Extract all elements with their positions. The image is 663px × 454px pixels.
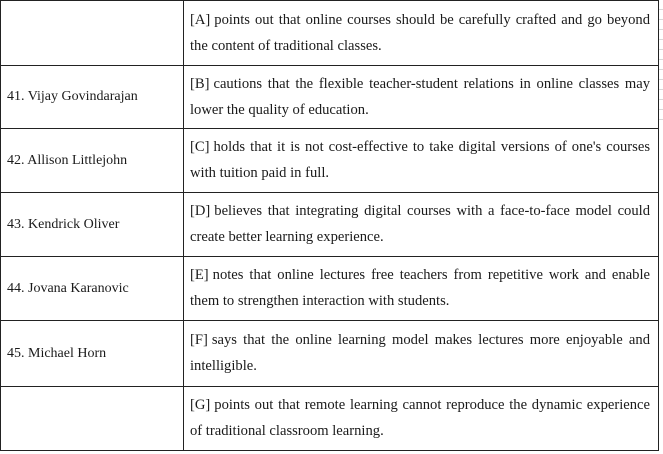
person-name-cell <box>1 66 184 129</box>
option-letter: [E] <box>190 267 209 283</box>
option-text: cautions that the flexible teacher-student relations in online classes may lower the quality of education. <box>190 75 650 118</box>
option-cell <box>184 257 659 321</box>
option-text: says that the online learning model makes lectures more enjoyable and intelligible. <box>190 332 650 374</box>
option-letter: [G] <box>190 397 211 413</box>
option-cell <box>184 66 659 129</box>
option-text: notes that online lectures free teachers from repetitive work and enable them to strengthen interaction with students. <box>190 267 650 309</box>
table-row <box>1 387 659 451</box>
person-name: 41. Vijay Govindarajan <box>7 89 138 104</box>
option-text: believes that integrating digital courses with a face-to-face model could create better learning experience. <box>190 203 650 245</box>
option-letter: [B] <box>190 75 210 92</box>
option-cell <box>184 321 659 387</box>
person-name-cell <box>1 257 184 321</box>
person-name-cell <box>1 387 184 451</box>
option-text: points out that online courses should be carefully crafted and go beyond the content of traditional classes. <box>190 11 650 54</box>
table-row <box>1 1 659 66</box>
person-name-cell <box>1 1 184 66</box>
option-cell <box>184 193 659 257</box>
person-name-cell <box>1 321 184 387</box>
table-row <box>1 66 659 129</box>
option-cell <box>184 387 659 451</box>
table-row <box>1 129 659 193</box>
person-name: 42. Allison Littlejohn <box>7 152 128 168</box>
table-row <box>1 193 659 257</box>
option-cell <box>184 1 659 66</box>
option-text: holds that it is not cost-effective to take digital versions of one's courses with tuition paid in full. <box>190 139 650 181</box>
person-name-cell <box>1 129 184 193</box>
option-text: points out that remote learning cannot reproduce the dynamic experience of traditional classroom learning. <box>190 397 650 439</box>
option-letter: [F] <box>190 332 208 348</box>
table-row <box>1 257 659 321</box>
person-name: 43. Kendrick Oliver <box>7 216 120 232</box>
option-letter: [C] <box>190 139 210 155</box>
person-name-cell <box>1 193 184 257</box>
person-name: 44. Jovana Karanovic <box>7 280 129 296</box>
option-cell <box>184 129 659 193</box>
option-letter: [A] <box>190 11 211 28</box>
person-name: 45. Michael Horn <box>7 345 107 361</box>
option-letter: [D] <box>190 203 211 219</box>
table-row <box>1 321 659 387</box>
